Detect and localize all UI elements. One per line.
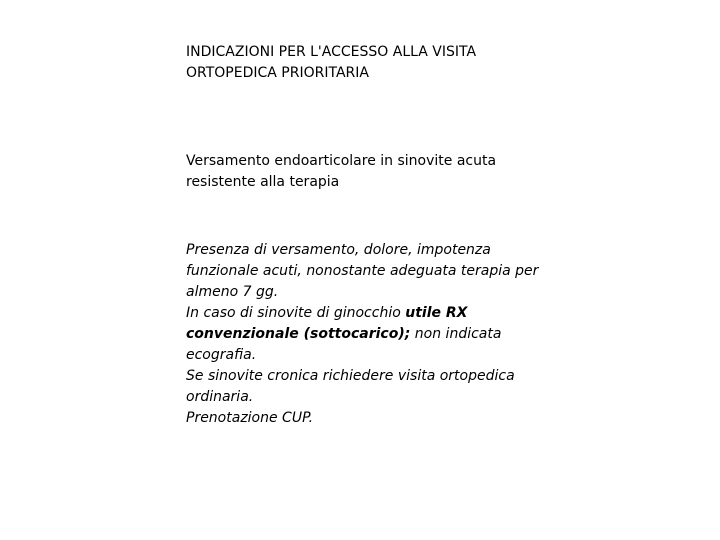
paragraph-knee-emphasis: utile RX convenzionale (sottocarico); bbox=[186, 305, 468, 342]
paragraph-knee bbox=[186, 303, 546, 366]
page-title: INDICAZIONI PER L'ACCESSO ALLA VISITA ORTOPEDICA PRIORITARIA bbox=[186, 44, 477, 81]
body-text bbox=[186, 240, 546, 429]
paragraph-knee-intro: In caso di sinovite di ginocchio bbox=[186, 305, 406, 321]
paragraph-knee-end: non indicata ecografia. bbox=[186, 326, 502, 363]
paragraph-booking: Prenotazione CUP. bbox=[186, 410, 314, 426]
paragraph-symptoms: Presenza di versamento, dolore, impotenza funzionale acuti, nonostante adeguata terapia per almeno 7 gg. bbox=[186, 242, 539, 300]
section-heading: Versamento endoarticolare in sinovite acuta resistente alla terapia bbox=[186, 153, 497, 190]
paragraph-chronic: Se sinovite cronica richiedere visita ortopedica ordinaria. bbox=[186, 368, 515, 405]
